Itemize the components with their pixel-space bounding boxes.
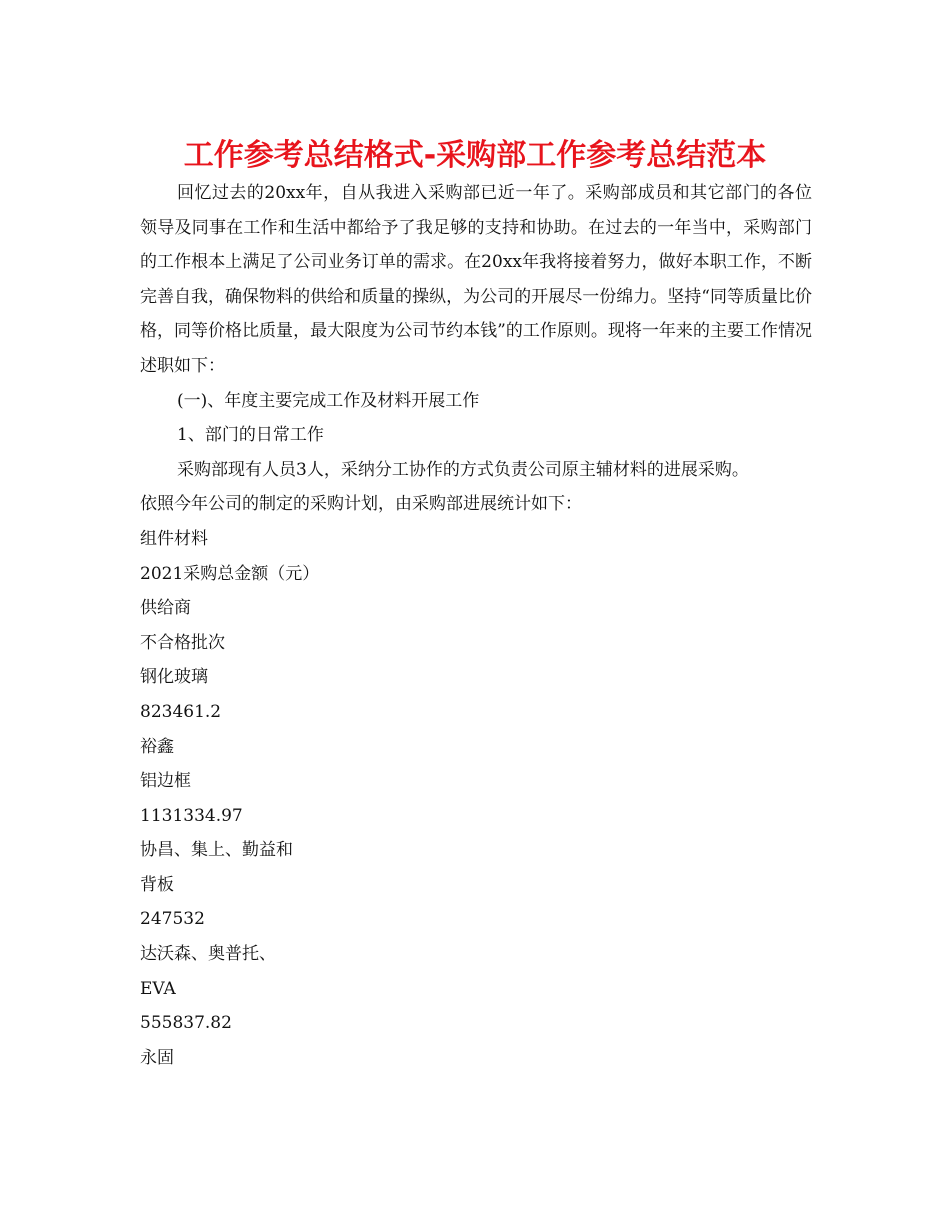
table-line: 永固 xyxy=(140,1047,174,1068)
plan-line: 依照今年公司的制定的采购计划，由采购部进展统计如下： xyxy=(140,494,582,515)
section-heading: (一)、年度主要完成工作及材料开展工作 xyxy=(177,390,480,411)
table-line: 2021采购总金额（元） xyxy=(140,563,320,584)
table-line: 组件材料 xyxy=(140,528,208,549)
table-line: 823461.2 xyxy=(140,701,222,722)
table-line: 达沃森、奥普托、 xyxy=(140,944,276,965)
intro-paragraph: 回忆过去的20xx年，自从我进入采购部已近一年了。采购部成员和其它部门的各位领导及同事在工作和生活中都给予了我足够的支持和协助。在过去的一年当中，采购部门的工作根本上满足了公司业务订单的需求。在20xx年我将接着努力，做好本职工作，不断完善自我，确保物料的供给和质量的操纵，为公司的开展尽一份绵力。坚持“同等质量比价格，同等价格比质量，最大限度为公司节约本钱”的工作原则。现将一年来的主要工作情况述职如下： xyxy=(140,183,812,376)
procurement-table-lines xyxy=(140,522,812,1076)
table-line: 247532 xyxy=(140,909,205,930)
table-line: 1131334.97 xyxy=(140,805,243,826)
table-line: 不合格批次 xyxy=(140,632,225,653)
staff-line: 采购部现有人员3人，采纳分工协作的方式负责公司原主辅材料的进展采购。 xyxy=(177,459,749,480)
table-line: EVA xyxy=(140,978,176,999)
table-line: 协昌、集上、勤益和 xyxy=(140,840,293,861)
table-line: 铝边框 xyxy=(140,771,191,792)
table-line: 555837.82 xyxy=(140,1013,232,1034)
table-line: 钢化玻璃 xyxy=(140,667,208,688)
table-line: 供给商 xyxy=(140,598,191,619)
subsection-heading: 1、部门的日常工作 xyxy=(177,425,324,446)
document-title: 工作参考总结格式-采购部工作参考总结范本 xyxy=(183,138,767,173)
table-line: 背板 xyxy=(140,874,174,895)
document-body xyxy=(140,176,812,1075)
table-line: 裕鑫 xyxy=(140,736,174,757)
